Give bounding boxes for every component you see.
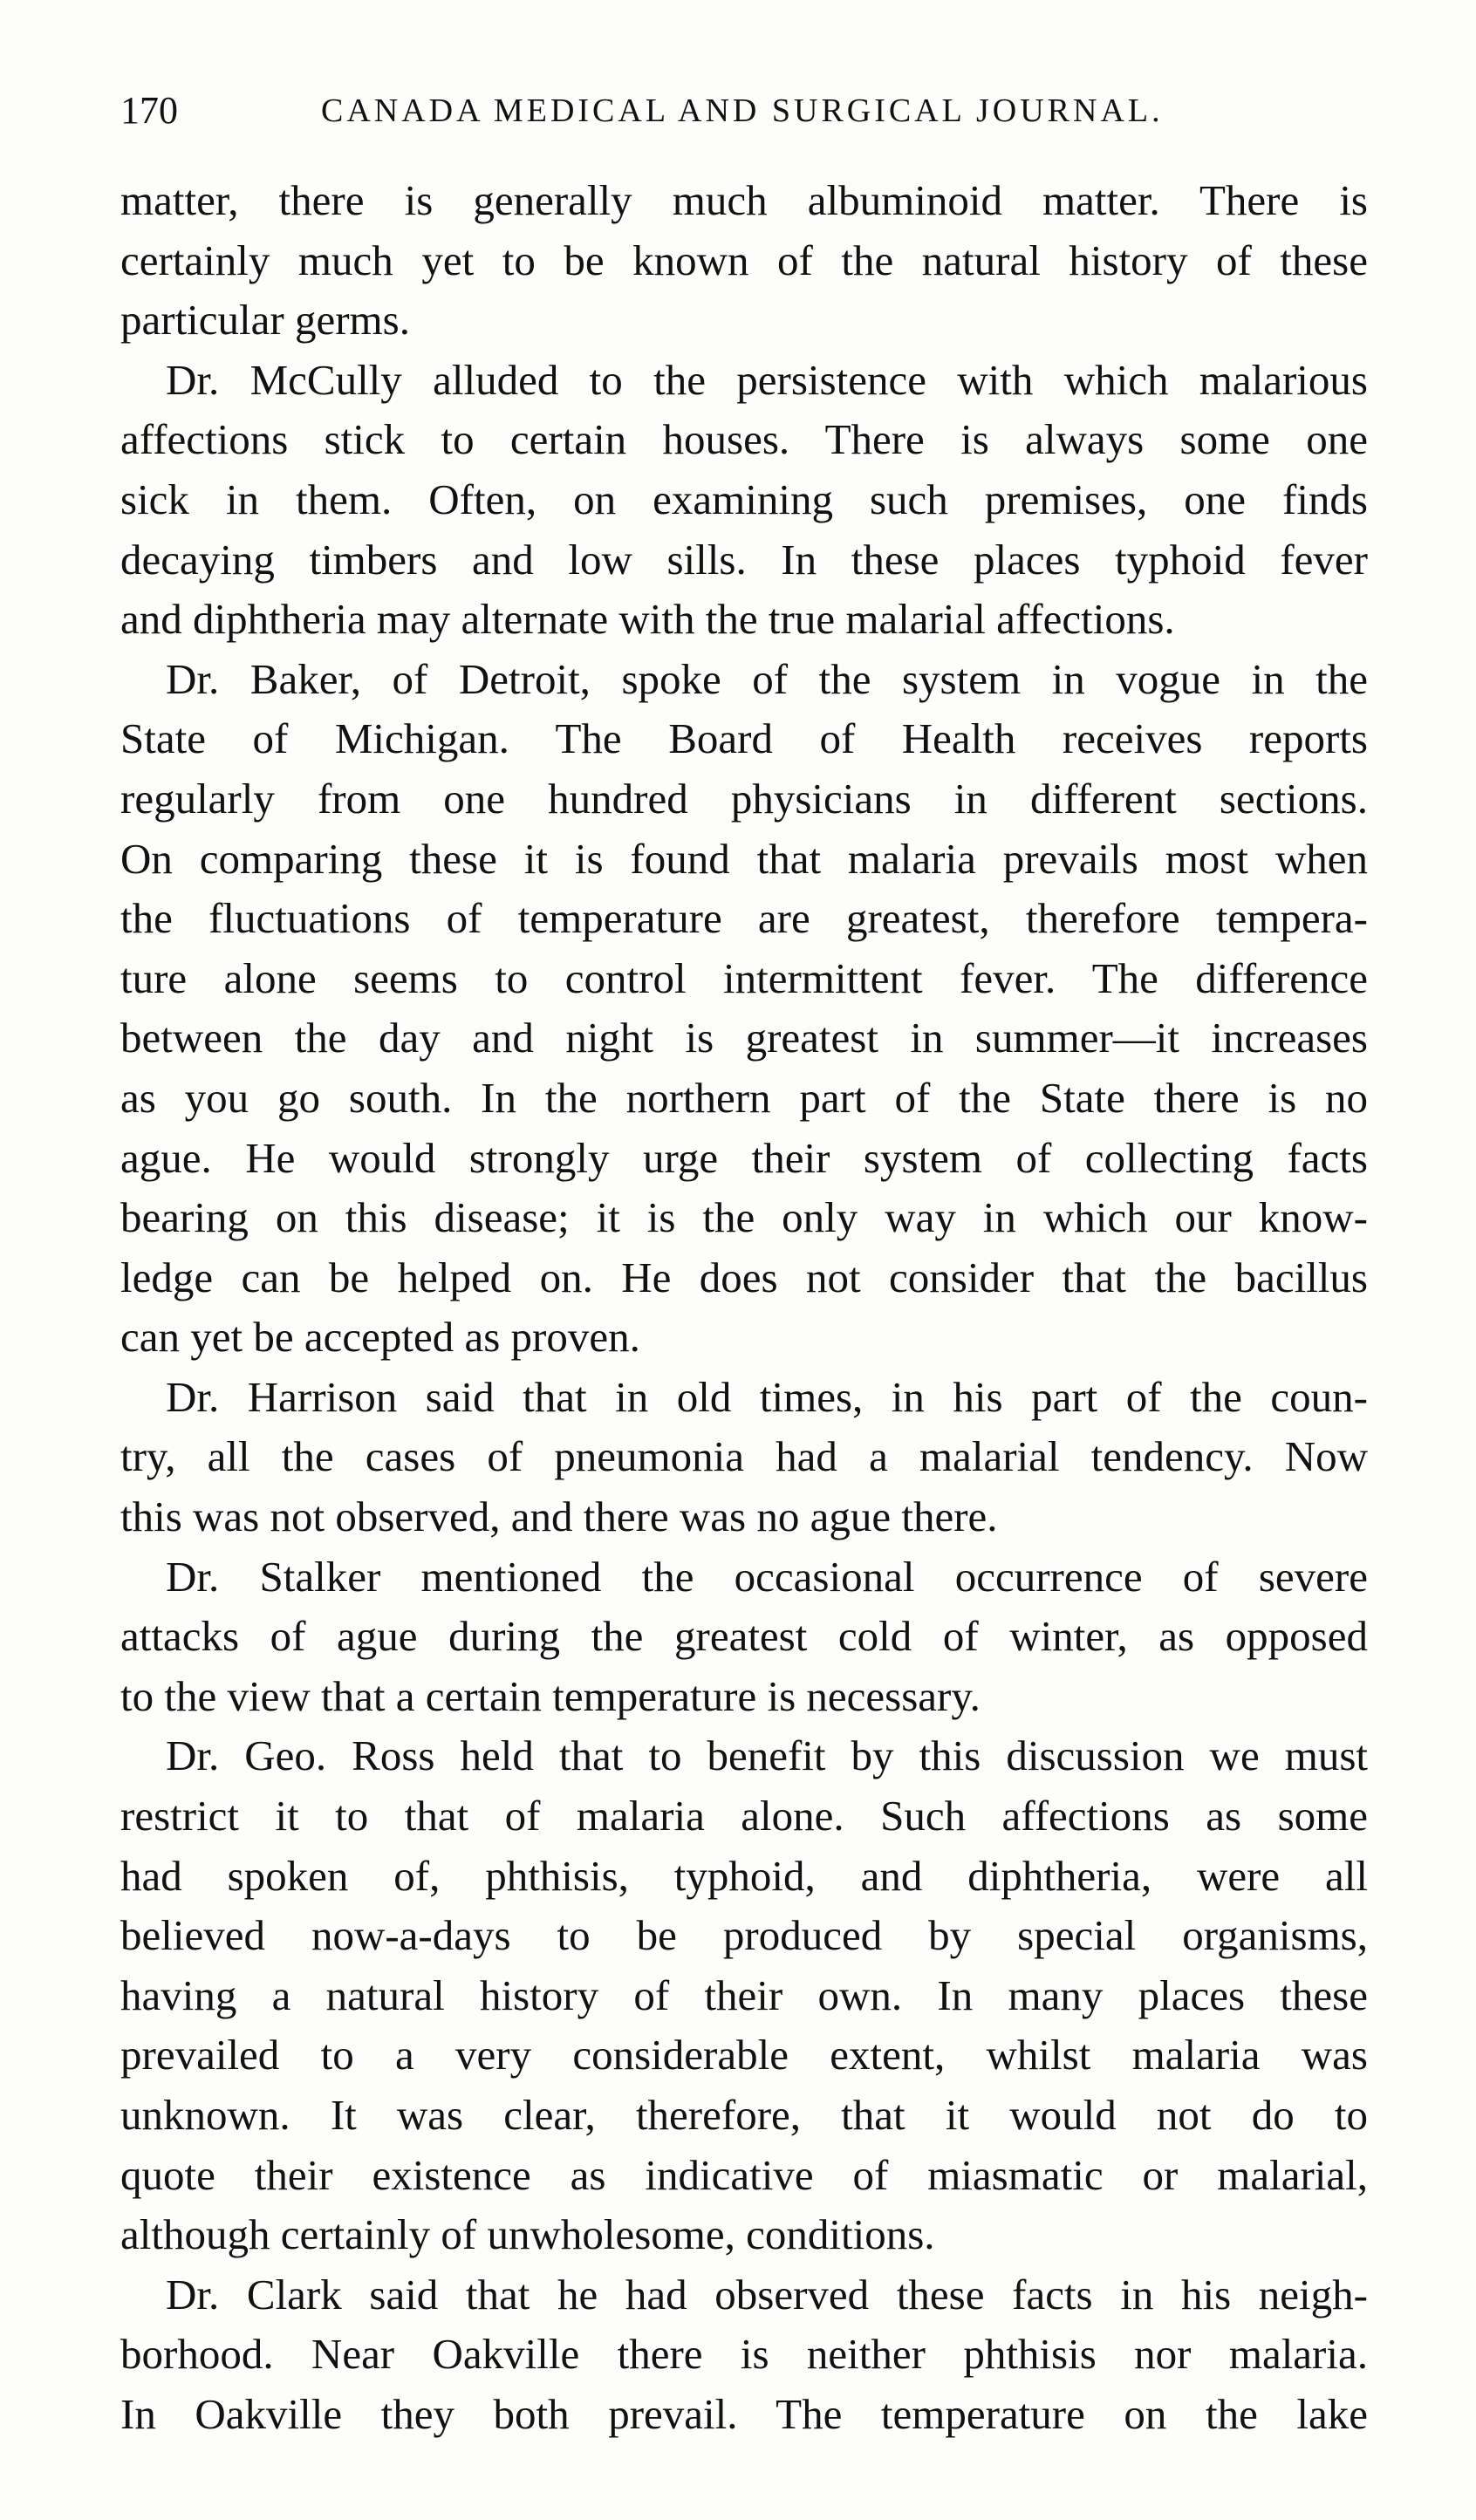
text-line: ture alone seems to control intermittent fever. The difference bbox=[120, 953, 1368, 1002]
text-line: sick in them. Often, on examining such premises, one finds bbox=[120, 475, 1368, 523]
text-line: ague. He would strongly urge their system of collecting facts bbox=[120, 1133, 1368, 1182]
text-line: certainly much yet to be known of the natural history of these bbox=[120, 236, 1368, 284]
text-line: particular germs. bbox=[120, 296, 410, 345]
text-line: between the day and night is greatest in summer—it increases bbox=[120, 1014, 1368, 1062]
text-line: On comparing these it is found that malaria prevails most when bbox=[120, 834, 1368, 883]
text-line: to the view that a certain temperature is necessary. bbox=[120, 1671, 981, 1720]
text-line: the fluctuations of temperature are greatest, therefore tempera- bbox=[120, 894, 1368, 943]
text-line: quote their existence as indicative of miasmatic or malarial, bbox=[120, 2150, 1368, 2199]
text-line: prevailed to a very considerable extent, whilst malaria was bbox=[120, 2031, 1368, 2080]
text-line: attacks of ague during the greatest cold of winter, as opposed bbox=[120, 1612, 1368, 1661]
article-body bbox=[120, 171, 1368, 2445]
text-line: unknown. It was clear, therefore, that it would not do to bbox=[120, 2091, 1368, 2139]
text-line: try, all the cases of pneumonia had a malarial tendency. Now bbox=[120, 1432, 1368, 1481]
text-line: bearing on this disease; it is the only way in which our know- bbox=[120, 1193, 1368, 1242]
paragraph-start-clark: Dr. Clark said that he had observed these facts in his neigh- bbox=[166, 2270, 1368, 2319]
text-line: State of Michigan. The Board of Health receives reports bbox=[120, 714, 1368, 763]
text-line: and diphtheria may alternate with the true malarial affections. bbox=[120, 595, 1175, 644]
text-line: having a natural history of their own. In many places these bbox=[120, 1970, 1368, 2019]
paragraph-start-ross: Dr. Geo. Ross held that to benefit by this discussion we must bbox=[166, 1731, 1368, 1780]
page-number: 170 bbox=[120, 89, 178, 132]
text-line: although certainly of unwholesome, conditions. bbox=[120, 2210, 935, 2259]
text-line: decaying timbers and low sills. In these places typhoid fever bbox=[120, 535, 1368, 584]
paragraph-start-baker: Dr. Baker, of Detroit, spoke of the system in vogue in the bbox=[166, 654, 1368, 703]
text-line: regularly from one hundred physicians in different sections. bbox=[120, 774, 1368, 823]
text-line: this was not observed, and there was no ague there. bbox=[120, 1492, 998, 1541]
journal-title: CANADA MEDICAL AND SURGICAL JOURNAL. bbox=[321, 92, 1164, 129]
text-line: In Oakville they both prevail. The temperature on the lake bbox=[120, 2389, 1368, 2438]
paragraph-start-mccully: Dr. McCully alluded to the persistence with which malarious bbox=[166, 355, 1368, 404]
text-line: borhood. Near Oakville there is neither phthisis nor malaria. bbox=[120, 2330, 1368, 2379]
running-head bbox=[120, 80, 1377, 141]
text-line: believed now-a-days to be produced by special organisms, bbox=[120, 1911, 1368, 1960]
paragraph-start-stalker: Dr. Stalker mentioned the occasional occurrence of severe bbox=[166, 1552, 1368, 1601]
text-line: had spoken of, phthisis, typhoid, and diphtheria, were all bbox=[120, 1851, 1368, 1900]
text-line: as you go south. In the northern part of the State there is no bbox=[120, 1073, 1368, 1122]
paragraph-start-harrison: Dr. Harrison said that in old times, in his part of the coun- bbox=[166, 1372, 1368, 1421]
text-line: affections stick to certain houses. There is always some one bbox=[120, 415, 1368, 464]
text-line: restrict it to that of malaria alone. Such affections as some bbox=[120, 1792, 1368, 1840]
text-line: matter, there is generally much albuminoid matter. There is bbox=[120, 176, 1368, 224]
text-line: can yet be accepted as proven. bbox=[120, 1313, 640, 1362]
text-line: ledge can be helped on. He does not consider that the bacillus bbox=[120, 1253, 1368, 1301]
